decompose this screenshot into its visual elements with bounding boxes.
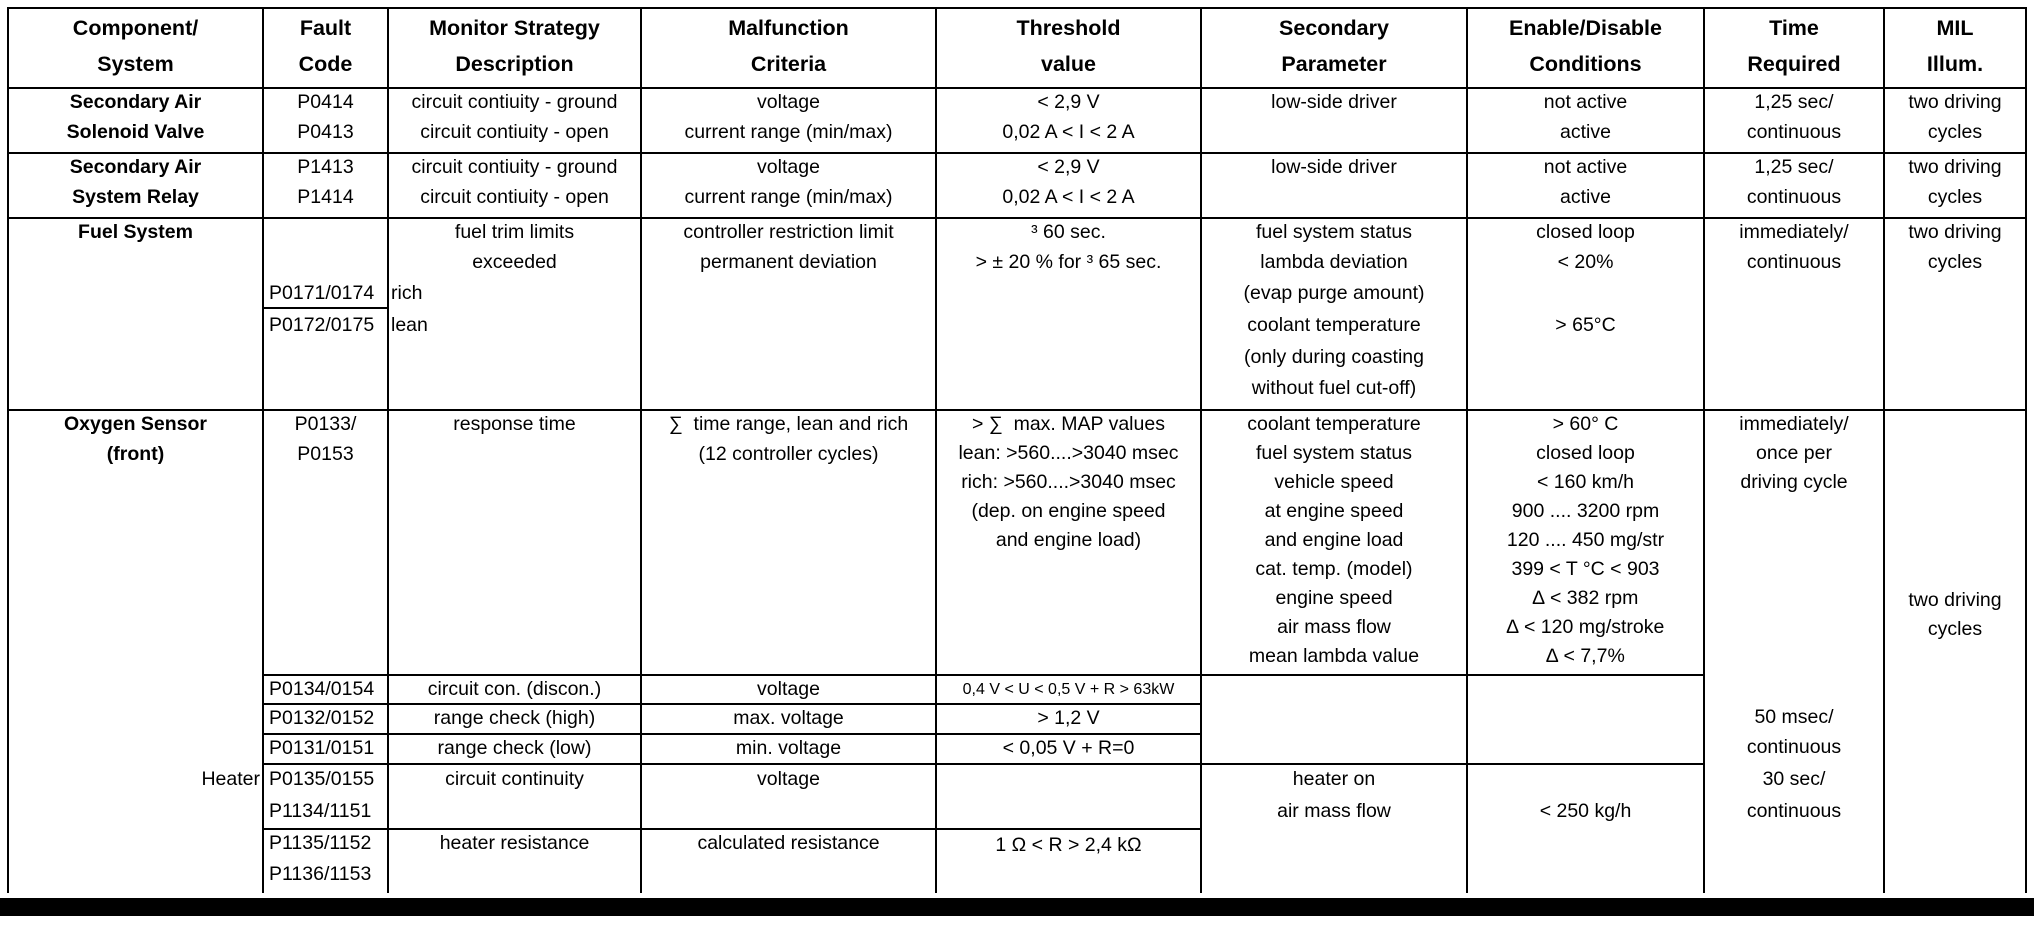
fault-code: P1135/1152 <box>269 832 372 854</box>
fault-code: P1136/1153 <box>269 863 372 885</box>
time-required: driving cycle <box>1740 471 1848 493</box>
header-enable: Conditions <box>1529 52 1642 76</box>
monitor-description: heater resistance <box>439 832 590 854</box>
enable-condition: active <box>1560 186 1611 208</box>
threshold-value: 1 Ω < R > 2,4 kΩ <box>995 834 1142 856</box>
malfunction-criteria: voltage <box>757 156 820 178</box>
header-monitor-strategy: Description <box>455 52 574 76</box>
threshold-value: and engine load) <box>995 529 1142 551</box>
secondary-parameter: lambda deviation <box>1260 251 1408 273</box>
component-label: Fuel System <box>78 221 193 243</box>
enable-condition: active <box>1560 121 1611 143</box>
header-enable: Enable/Disable <box>1509 16 1662 40</box>
bottom-rule <box>0 898 2034 916</box>
malfunction-criteria: min. voltage <box>735 737 842 759</box>
header-mil: Illum. <box>1926 52 1984 76</box>
fault-code: P1414 <box>297 186 354 208</box>
secondary-parameter: and engine load <box>1264 529 1404 551</box>
header-malfunction: Malfunction <box>728 16 849 40</box>
secondary-parameter: coolant temperature <box>1247 413 1421 435</box>
enable-condition: ∆ < 382 rpm <box>1532 587 1639 609</box>
time-required: immediately/ <box>1739 413 1849 435</box>
secondary-parameter: mean lambda value <box>1248 645 1420 667</box>
component-label: Secondary Air <box>69 91 202 113</box>
header-component: System <box>97 52 174 76</box>
component-label: Secondary Air <box>69 156 202 178</box>
malfunction-criteria: voltage <box>757 768 820 790</box>
time-required: 50 msec/ <box>1754 706 1834 728</box>
enable-condition: ∆ < 7,7% <box>1546 645 1625 667</box>
threshold-value: > ± 20 % for ³ 65 sec. <box>975 251 1162 273</box>
monitor-description: circuit contiuity - ground <box>411 156 618 178</box>
mil-illumination: two driving <box>1908 156 2002 178</box>
time-required: continuous <box>1746 186 1842 208</box>
mil-illumination: two driving <box>1908 221 2002 243</box>
malfunction-criteria: voltage <box>757 678 820 700</box>
monitor-description: circuit contiuity - open <box>420 121 609 143</box>
component-label: Solenoid Valve <box>66 121 205 143</box>
fault-code: P0153 <box>297 443 354 465</box>
header-fault-code: Code <box>298 52 353 76</box>
fault-code: P1413 <box>297 156 354 178</box>
malfunction-criteria: max. voltage <box>733 707 844 729</box>
time-required: continuous <box>1746 251 1842 273</box>
time-required: continuous <box>1746 121 1842 143</box>
mil-illumination: two driving <box>1908 91 2002 113</box>
secondary-parameter: air mass flow <box>1277 616 1391 638</box>
threshold-value: (dep. on engine speed <box>971 500 1166 522</box>
secondary-parameter: at engine speed <box>1264 500 1404 522</box>
enable-condition: ∆ < 120 mg/stroke <box>1506 616 1665 638</box>
malfunction-criteria: (12 controller cycles) <box>698 443 879 465</box>
threshold-value: 0,02 A < I < 2 A <box>1002 121 1135 143</box>
enable-condition: > 60° C <box>1552 413 1619 435</box>
enable-condition: not active <box>1543 91 1628 113</box>
enable-condition: 900 .... 3200 rpm <box>1511 500 1660 522</box>
time-required: 1,25 sec/ <box>1754 91 1834 113</box>
secondary-parameter: low-side driver <box>1271 156 1397 178</box>
threshold-value: 0,4 V < U < 0,5 V + R > 63kW <box>962 681 1175 698</box>
enable-condition: > 65°C <box>1555 314 1616 336</box>
fault-code-note: rich <box>391 282 423 304</box>
enable-condition: < 250 kg/h <box>1539 800 1632 822</box>
fault-code: P0134/0154 <box>269 678 375 700</box>
monitor-description: circuit contiuity - ground <box>411 91 618 113</box>
monitor-description: range check (low) <box>437 737 592 759</box>
malfunction-criteria: permanent deviation <box>700 251 877 273</box>
monitor-description: circuit contiuity - open <box>420 186 609 208</box>
threshold-value: lean: >560....>3040 msec <box>958 442 1179 464</box>
time-required: continuous <box>1746 736 1842 758</box>
malfunction-criteria: calculated resistance <box>697 832 880 854</box>
malfunction-criteria: ∑ time range, lean and rich <box>668 413 909 435</box>
grid-line <box>2025 7 2027 893</box>
enable-condition: < 20% <box>1557 251 1614 273</box>
fault-code-note: lean <box>391 314 428 336</box>
secondary-parameter: fuel system status <box>1255 221 1413 243</box>
malfunction-criteria: current range (min/max) <box>684 121 893 143</box>
enable-condition: 399 < T °C < 903 <box>1511 558 1660 580</box>
threshold-value: < 2,9 V <box>1037 156 1100 178</box>
fault-code: P0172/0175 <box>269 314 375 336</box>
threshold-value: ³ 60 sec. <box>1031 221 1106 243</box>
threshold-value: < 0,05 V + R=0 <box>1002 737 1135 759</box>
enable-condition: not active <box>1543 156 1628 178</box>
enable-condition: closed loop <box>1536 442 1635 464</box>
header-threshold: value <box>1041 52 1096 76</box>
fault-code: P0414 <box>297 91 354 113</box>
threshold-value: < 2,9 V <box>1037 91 1100 113</box>
malfunction-criteria: voltage <box>757 91 820 113</box>
header-monitor-strategy: Monitor Strategy <box>429 16 600 40</box>
secondary-parameter: low-side driver <box>1271 91 1397 113</box>
secondary-parameter: vehicle speed <box>1274 471 1394 493</box>
secondary-parameter: fuel system status <box>1255 442 1413 464</box>
monitor-description: fuel trim limits <box>454 221 575 243</box>
header-time: Required <box>1747 52 1841 76</box>
header-mil: MIL <box>1936 16 1974 40</box>
mil-illumination: cycles <box>1927 186 1983 208</box>
time-required: 30 sec/ <box>1762 768 1826 790</box>
time-required: 1,25 sec/ <box>1754 156 1834 178</box>
time-required: once per <box>1756 442 1832 464</box>
secondary-parameter: without fuel cut-off) <box>1251 377 1417 399</box>
enable-condition: < 160 km/h <box>1536 471 1634 493</box>
monitor-description: exceeded <box>472 251 557 273</box>
monitor-description: response time <box>453 413 576 435</box>
threshold-value: rich: >560....>3040 msec <box>961 471 1176 493</box>
mil-illumination: cycles <box>1927 121 1983 143</box>
header-time: Time <box>1769 16 1819 40</box>
component-label: Oxygen Sensor <box>63 413 208 435</box>
secondary-parameter: coolant temperature <box>1247 314 1421 336</box>
secondary-parameter: heater on <box>1292 768 1376 790</box>
header-secondary: Parameter <box>1281 52 1387 76</box>
header-threshold: Threshold <box>1016 16 1121 40</box>
enable-condition: closed loop <box>1536 221 1635 243</box>
secondary-parameter: engine speed <box>1275 587 1393 609</box>
monitor-description: circuit continuity <box>445 768 584 790</box>
malfunction-criteria: current range (min/max) <box>684 186 893 208</box>
mil-illumination: cycles <box>1927 618 1983 640</box>
fault-code: P1134/1151 <box>269 800 372 822</box>
time-required: continuous <box>1746 800 1842 822</box>
mil-illumination: two driving <box>1908 589 2002 611</box>
secondary-parameter: cat. temp. (model) <box>1255 558 1413 580</box>
secondary-parameter: (evap purge amount) <box>1243 282 1425 304</box>
grid-line <box>7 7 2027 9</box>
fault-code: P0131/0151 <box>269 737 375 759</box>
time-required: immediately/ <box>1739 221 1849 243</box>
fault-code: P0133/ <box>294 413 357 435</box>
threshold-value: > 1,2 V <box>1037 707 1100 729</box>
monitor-description: circuit con. (discon.) <box>427 678 602 700</box>
header-component: Component/ <box>72 16 199 40</box>
heater-label: Heater <box>201 768 260 790</box>
component-label: (front) <box>106 443 165 465</box>
monitor-description: range check (high) <box>433 707 596 729</box>
header-fault-code: Fault <box>299 16 352 40</box>
enable-condition: 120 .... 450 mg/str <box>1506 529 1665 551</box>
threshold-value: > ∑ max. MAP values <box>972 413 1165 435</box>
threshold-value: 0,02 A < I < 2 A <box>1002 186 1135 208</box>
mil-illumination: cycles <box>1927 251 1983 273</box>
secondary-parameter: (only during coasting <box>1244 346 1424 368</box>
secondary-parameter: air mass flow <box>1277 800 1391 822</box>
fault-code: P0135/0155 <box>269 768 375 790</box>
malfunction-criteria: controller restriction limit <box>683 221 894 243</box>
header-secondary: Secondary <box>1279 16 1389 40</box>
fault-code: P0171/0174 <box>269 282 375 304</box>
fault-code: P0413 <box>297 121 354 143</box>
header-malfunction: Criteria <box>750 52 827 76</box>
fault-code: P0132/0152 <box>269 707 375 729</box>
component-label: System Relay <box>72 186 199 208</box>
